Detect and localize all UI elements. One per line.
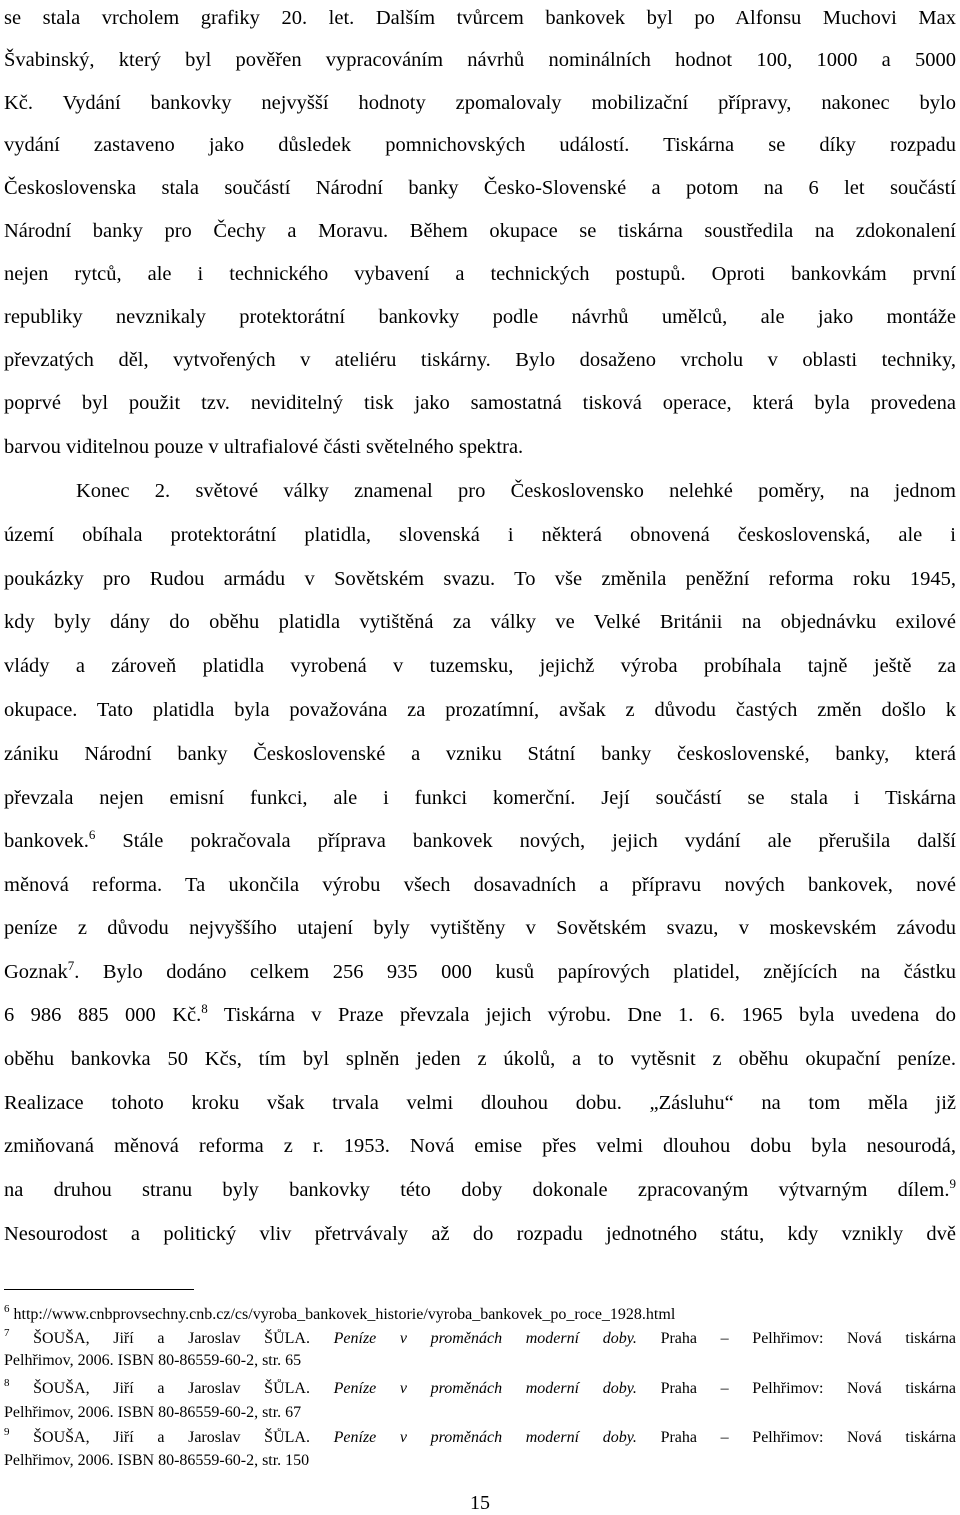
body-line: Národní banky pro Čechy a Moravu. Během okupace se tiskárna soustředila na zdokonalení bbox=[4, 220, 956, 242]
footnote-text: Praha – Pelhřimov: Nová tiskárna bbox=[636, 1380, 956, 1397]
body-line: zániku Národní banky Československé a vzniku Státní banky československé, banky, která bbox=[4, 743, 956, 765]
footnote-9-continuation: Pelhřimov, 2006. ISBN 80-86559-60-2, str. 150 bbox=[4, 1452, 310, 1469]
body-line: se stala vrcholem grafiky 20. let. Dalším tvůrcem bankovek byl po Alfonsu Muchovi Max bbox=[4, 7, 956, 29]
body-line bbox=[4, 1178, 956, 1202]
body-line: poukázky pro Rudou armádu v Sovětském svazu. To vše změnila peněžní reforma roku 1945, bbox=[4, 568, 956, 590]
line-text: Stále pokračovala příprava bankovek nových, jejich vydání ale přerušila další bbox=[95, 830, 956, 852]
body-line: barvou viditelnou pouze v ultrafialové části světelného spektra. bbox=[4, 436, 524, 458]
line-text: na druhou stranu byly bankovky této doby dokonale zpracovaným výtvarným dílem. bbox=[4, 1179, 950, 1201]
line-text: bankovek. bbox=[4, 830, 89, 852]
line-text: Goznak bbox=[4, 961, 68, 983]
footnote-text: ŠOUŠA, Jiří a Jaroslav ŠŮLA. bbox=[9, 1429, 334, 1446]
body-line: peníze z důvodu nejvyššího utajení byly vytištěny v Sovětském svazu, v moskevském závodu bbox=[4, 917, 956, 939]
line-text: . Bylo dodáno celkem 256 935 000 kusů papírových platidel, znějících na částku bbox=[74, 961, 956, 983]
body-line: převzala nejen emisní funkci, ale i funkci komerční. Její součástí se stala i Tiskárna bbox=[4, 787, 956, 809]
line-text: 6 986 885 000 Kč. bbox=[4, 1004, 202, 1026]
footnote-7-continuation: Pelhřimov, 2006. ISBN 80-86559-60-2, str. 65 bbox=[4, 1352, 302, 1369]
body-line: Nesourodost a politický vliv přetrvávaly až do rozpadu jednotného státu, kdy vznikly dvě bbox=[4, 1223, 956, 1245]
body-line: vlády a zároveň platidla vyrobená v tuzemsku, jejichž výroba probíhala tajně ještě za bbox=[4, 655, 956, 677]
footnote-ref-7[interactable]: 7 bbox=[67, 960, 75, 973]
footnote-text: ŠOUŠA, Jiří a Jaroslav ŠŮLA. bbox=[9, 1330, 334, 1347]
footnote-number: 7 bbox=[4, 1329, 10, 1339]
footnote-8 bbox=[4, 1379, 956, 1399]
body-line: nejen rytců, ale i technického vybavení a technických postupů. Oproti bankovkám první bbox=[4, 263, 956, 285]
body-line bbox=[4, 960, 956, 984]
body-line: Švabinský, který byl pověřen vypracováním návrhů nominálních hodnot 100, 1000 a 5000 bbox=[4, 49, 956, 71]
body-line: převzatých děl, vytvořených v ateliéru tiskárny. Bylo dosaženo vrcholu v oblasti techniky, bbox=[4, 349, 956, 371]
footnote-text: Praha – Pelhřimov: Nová tiskárna bbox=[636, 1330, 956, 1347]
paragraph-first-line: Konec 2. světové války znamenal pro Československo nelehké poměry, na jednom bbox=[76, 480, 956, 502]
footnote-book-title: Peníze v proměnách moderní doby. bbox=[333, 1429, 637, 1446]
footnote-ref-8[interactable]: 8 bbox=[201, 1003, 208, 1016]
body-line: oběhu bankovka 50 Kčs, tím byl splněn jeden z úkolů, a to vytěsnit z oběhu okupační peníze. bbox=[4, 1048, 956, 1070]
footnote-number: 9 bbox=[4, 1428, 10, 1438]
footnote-ref-9[interactable]: 9 bbox=[949, 1178, 956, 1191]
line-text: Tiskárna v Praze převzala jejich výrobu. Dne 1. 6. 1965 byla uvedena do bbox=[207, 1004, 956, 1026]
footnote-book-title: Peníze v proměnách moderní doby. bbox=[333, 1380, 637, 1397]
footnote-book-title: Peníze v proměnách moderní doby. bbox=[333, 1330, 637, 1347]
body-line: Kč. Vydání bankovky nejvyšší hodnoty zpomalovaly mobilizační přípravy, nakonec bylo bbox=[4, 92, 956, 114]
footnote-6 bbox=[4, 1305, 956, 1325]
body-line bbox=[4, 1003, 956, 1027]
body-line: kdy byly dány do oběhu platidla vytištěná za války ve Velké Británii na objednávku exilové bbox=[4, 611, 956, 633]
footnote-9 bbox=[4, 1428, 956, 1448]
body-line bbox=[4, 829, 956, 853]
body-line: zmiňovaná měnová reforma z r. 1953. Nová emise přes velmi dlouhou dobu byla nesourodá, bbox=[4, 1135, 956, 1157]
footnote-number: 8 bbox=[4, 1379, 10, 1389]
footnote-text: ŠOUŠA, Jiří a Jaroslav ŠŮLA. bbox=[9, 1380, 334, 1397]
footnote-separator bbox=[4, 1289, 194, 1290]
footnote-7 bbox=[4, 1329, 956, 1349]
body-line: území obíhala protektorátní platidla, slovenská i některá obnovená československá, ale i bbox=[4, 524, 956, 546]
body-line: vydání zastaveno jako důsledek pomnichovských událostí. Tiskárna se díky rozpadu bbox=[4, 134, 956, 156]
body-line: republiky nevznikaly protektorátní bankovky podle návrhů umělců, ale jako montáže bbox=[4, 306, 956, 328]
footnote-ref-6[interactable]: 6 bbox=[88, 829, 96, 842]
page-number: 15 bbox=[470, 1492, 490, 1514]
footnote-number: 6 bbox=[4, 1305, 10, 1315]
body-line: Realizace tohoto kroku však trvala velmi dlouhou dobu. „Zásluhu“ na tom měla již bbox=[4, 1092, 956, 1114]
body-line: Československa stala součástí Národní banky Česko-Slovenské a potom na 6 let součástí bbox=[4, 177, 956, 199]
footnote-8-continuation: Pelhřimov, 2006. ISBN 80-86559-60-2, str. 67 bbox=[4, 1404, 302, 1421]
body-line: měnová reforma. Ta ukončila výrobu všech dosavadních a přípravu nových bankovek, nové bbox=[4, 874, 956, 896]
footnote-text: Praha – Pelhřimov: Nová tiskárna bbox=[636, 1429, 956, 1446]
footnote-link[interactable]: http://www.cnbprovsechny.cnb.cz/cs/vyroba_bankovek_historie/vyroba_bankovek_po_roce_1928.html bbox=[9, 1306, 676, 1323]
body-line: poprvé byl použit tzv. neviditelný tisk jako samostatná tisková operace, která byla provedena bbox=[4, 392, 956, 414]
body-line: okupace. Tato platidla byla považována za prozatímní, avšak z důvodu častých změn došlo k bbox=[4, 699, 956, 721]
